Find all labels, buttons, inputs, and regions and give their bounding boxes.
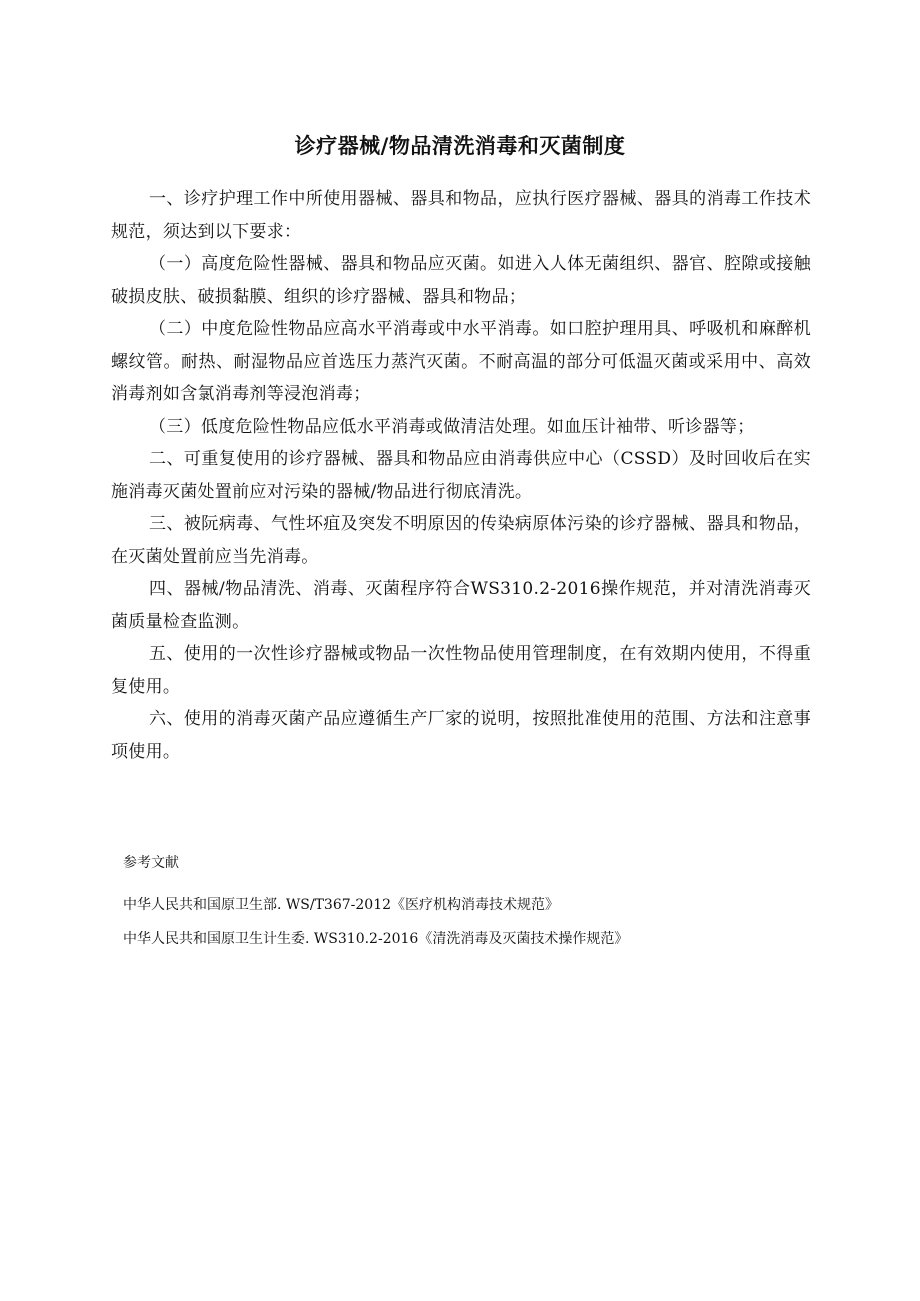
paragraph-1: 一、诊疗护理工作中所使用器械、器具和物品，应执行医疗器械、器具的消毒工作技术规范，须达到以下要求： bbox=[111, 189, 811, 242]
paragraph-3: 三、被阮病毒、气性坏疽及突发不明原因的传染病原体污染的诊疗器械、器具和物品，在灭菌处置前应当先消毒。 bbox=[111, 514, 811, 567]
paragraph-6: 六、使用的消毒灭菌产品应遵循生产厂家的说明，按照批准使用的范围、方法和注意事项使用。 bbox=[111, 709, 811, 762]
paragraph-4: 四、器械/物品清洗、消毒、灭菌程序符合WS310.2-2016操作规范，并对清洗消毒灭菌质量检查监测。 bbox=[111, 579, 811, 632]
paragraph-2: 二、可重复使用的诊疗器械、器具和物品应由消毒供应中心（CSSD）及时回收后在实施消毒灭菌处置前应对污染的器械/物品进行彻底清洗。 bbox=[111, 449, 811, 502]
paragraph-1-2: （二）中度危险性物品应高水平消毒或中水平消毒。如口腔护理用具、呼吸机和麻醉机螺纹管。耐热、耐湿物品应首选压力蒸汽灭菌。不耐高温的部分可低温灭菌或采用中、高效消毒剂如含氯消毒剂等浸泡消毒； bbox=[111, 319, 811, 404]
paragraph-5: 五、使用的一次性诊疗器械或物品一次性物品使用管理制度，在有效期内使用，不得重复使用。 bbox=[111, 644, 811, 697]
references-heading: 参考文献 bbox=[123, 855, 179, 871]
paragraph-1-3: （三）低度危险性物品应低水平消毒或做清洁处理。如血压计袖带、听诊器等； bbox=[149, 416, 755, 437]
reference-item-2: 中华人民共和国原卫生计生委. WS310.2-2016《清洗消毒及灭菌技术操作规范》 bbox=[123, 931, 629, 947]
references-section bbox=[123, 852, 823, 962]
paragraph-1-1: （一）高度危险性器械、器具和物品应灭菌。如进入人体无菌组织、器官、腔隙或接触破损皮肤、破损黏膜、组织的诊疗器械、器具和物品； bbox=[111, 254, 811, 307]
reference-item-1: 中华人民共和国原卫生部. WS/T367-2012《医疗机构消毒技术规范》 bbox=[123, 897, 560, 913]
document-body bbox=[111, 183, 811, 768]
document-title: 诊疗器械/物品清洗消毒和灭菌制度 bbox=[294, 134, 626, 158]
